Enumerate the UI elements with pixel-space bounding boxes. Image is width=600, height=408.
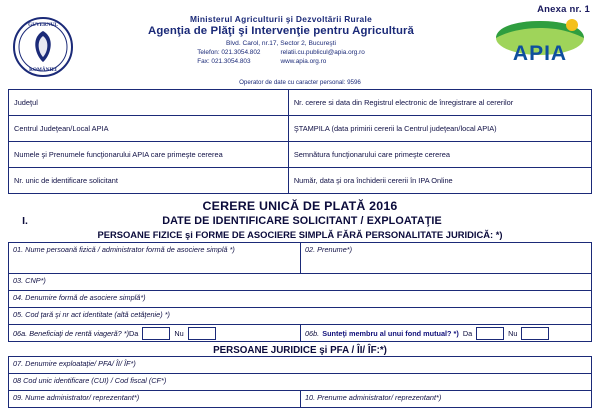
field-06a-label: 06a. Beneficiaţi de rentă viageră? *) bbox=[13, 328, 130, 338]
agency-email: relatii.cu.publicul@apia.org.ro bbox=[280, 49, 365, 56]
svg-text:ROMÂNIEI: ROMÂNIEI bbox=[29, 67, 57, 73]
ipa-online-closing-label: Număr, data şi ora închiderii cererii în IPA Online bbox=[288, 168, 591, 194]
center-label: Centrul Judeţean/Local APIA bbox=[9, 116, 289, 142]
applicant-unique-id-label: Nr. unic de identificare solicitant bbox=[9, 168, 289, 194]
table-row bbox=[9, 168, 592, 194]
request-number-label: Nr. cerere si data din Registrul electronic de înregistrare al cererilor bbox=[288, 90, 591, 116]
field-06b-nu-label: Nu bbox=[508, 328, 518, 338]
field-05-cod-tara[interactable]: 05. Cod ţară şi nr act identitate (altă cetăţenie) *) bbox=[13, 310, 170, 319]
county-label: Judeţul bbox=[9, 90, 289, 116]
form-row-08 bbox=[9, 374, 591, 391]
subtitle-persoane-juridice: PERSOANE JURIDICE şi PFA / ÎI/ ÎF:*) bbox=[213, 345, 387, 356]
personal-data-operator: Operator de date cu caracter personal: 9596 bbox=[239, 79, 361, 86]
section-title: DATE DE IDENTIFICARE SOLICITANT / EXPLOATAŢIE bbox=[162, 215, 442, 227]
field-06a-renta-viagera[interactable] bbox=[9, 325, 300, 341]
field-06b-da-checkbox[interactable] bbox=[476, 327, 504, 340]
registration-table bbox=[8, 89, 592, 194]
field-06b-fond-mutual[interactable] bbox=[300, 325, 591, 341]
section-number: I. bbox=[22, 215, 28, 227]
field-09-nume-administrator[interactable]: 09. Nume administrator/ reprezentant*) bbox=[13, 393, 140, 402]
agency-website: www.apia.org.ro bbox=[280, 57, 327, 65]
form-row-01-02 bbox=[9, 243, 591, 274]
field-06a-nu-label: Nu bbox=[174, 328, 184, 338]
table-row bbox=[9, 116, 592, 142]
table-row bbox=[9, 90, 592, 116]
agency-contact bbox=[78, 49, 484, 66]
field-06a-da-checkbox[interactable] bbox=[142, 327, 170, 340]
section-heading bbox=[8, 215, 592, 227]
apia-logo bbox=[488, 16, 592, 72]
form-persoane-fizice bbox=[8, 242, 592, 342]
ministry-name: Ministerul Agriculturii şi Dezvoltării Rurale bbox=[189, 14, 373, 24]
stamp-label: ŞTAMPILA (data primirii cererii la Centrul judeţean/local APIA) bbox=[288, 116, 591, 142]
document-header bbox=[8, 14, 592, 78]
field-10-prenume-administrator[interactable]: 10. Prenume administrator/ reprezentant*) bbox=[300, 391, 591, 407]
subtitle-persoane-fizice: PERSOANE FIZICE şi FORME DE ASOCIERE SIMPLĂ FĂRĂ PERSONALITATE JURIDICĂ: *) bbox=[97, 229, 503, 240]
agency-fax: Fax: 021.3054.803 bbox=[197, 57, 251, 65]
form-row-05 bbox=[9, 308, 591, 325]
field-03-cnp[interactable]: 03. CNP*) bbox=[13, 276, 46, 285]
form-row-06 bbox=[9, 325, 591, 342]
svg-text:APIA: APIA bbox=[512, 42, 568, 65]
table-row bbox=[9, 142, 592, 168]
annex-label: Anexa nr. 1 bbox=[537, 4, 590, 15]
svg-text:GUVERNUL: GUVERNUL bbox=[28, 22, 58, 28]
field-06b-label: Sunteţi membru al unui fond mutual? *) bbox=[322, 328, 459, 338]
field-01-nume[interactable]: 01. Nume persoană fizică / administrator formă de asociere simplă *) bbox=[13, 245, 235, 254]
agency-phone: Telefon: 021.3054.802 bbox=[197, 49, 261, 56]
agency-name: Agenţia de Plăţi şi Intervenţie pentru Agricultură bbox=[148, 25, 414, 37]
field-06a-da-label: Da bbox=[129, 328, 139, 338]
officer-signature-label: Semnătura funcţionarului care primeşte cererea bbox=[288, 142, 591, 168]
field-06a-nu-checkbox[interactable] bbox=[188, 327, 216, 340]
field-07-denumire-exploatatie[interactable]: 07. Denumire exploataţie/ PFA/ ÎI/ ÎF*) bbox=[13, 359, 136, 368]
field-06b-nu-checkbox[interactable] bbox=[521, 327, 549, 340]
field-06b-number: 06b. bbox=[305, 328, 320, 338]
officer-name-label: Numele şi Prenumele funcţionarului APIA care primeşte cererea bbox=[9, 142, 289, 168]
agency-address: Blvd. Carol, nr.17, Sector 2, Bucureşti bbox=[226, 40, 336, 47]
government-crest-icon bbox=[12, 16, 74, 78]
form-row-07 bbox=[9, 357, 591, 374]
page-title: CERERE UNICĂ DE PLATĂ 2016 bbox=[202, 199, 398, 213]
field-06b-da-label: Da bbox=[462, 328, 473, 338]
form-persoane-juridice bbox=[8, 356, 592, 408]
field-04-denumire-asociere[interactable]: 04. Denumire formă de asociere simplă*) bbox=[13, 293, 146, 302]
field-08-cui[interactable]: 08 Cod unic identificare (CUI) / Cod fiscal (CF*) bbox=[13, 376, 167, 385]
form-row-04 bbox=[9, 291, 591, 308]
form-row-03 bbox=[9, 274, 591, 291]
field-02-prenume[interactable]: 02. Prenume*) bbox=[300, 243, 591, 273]
